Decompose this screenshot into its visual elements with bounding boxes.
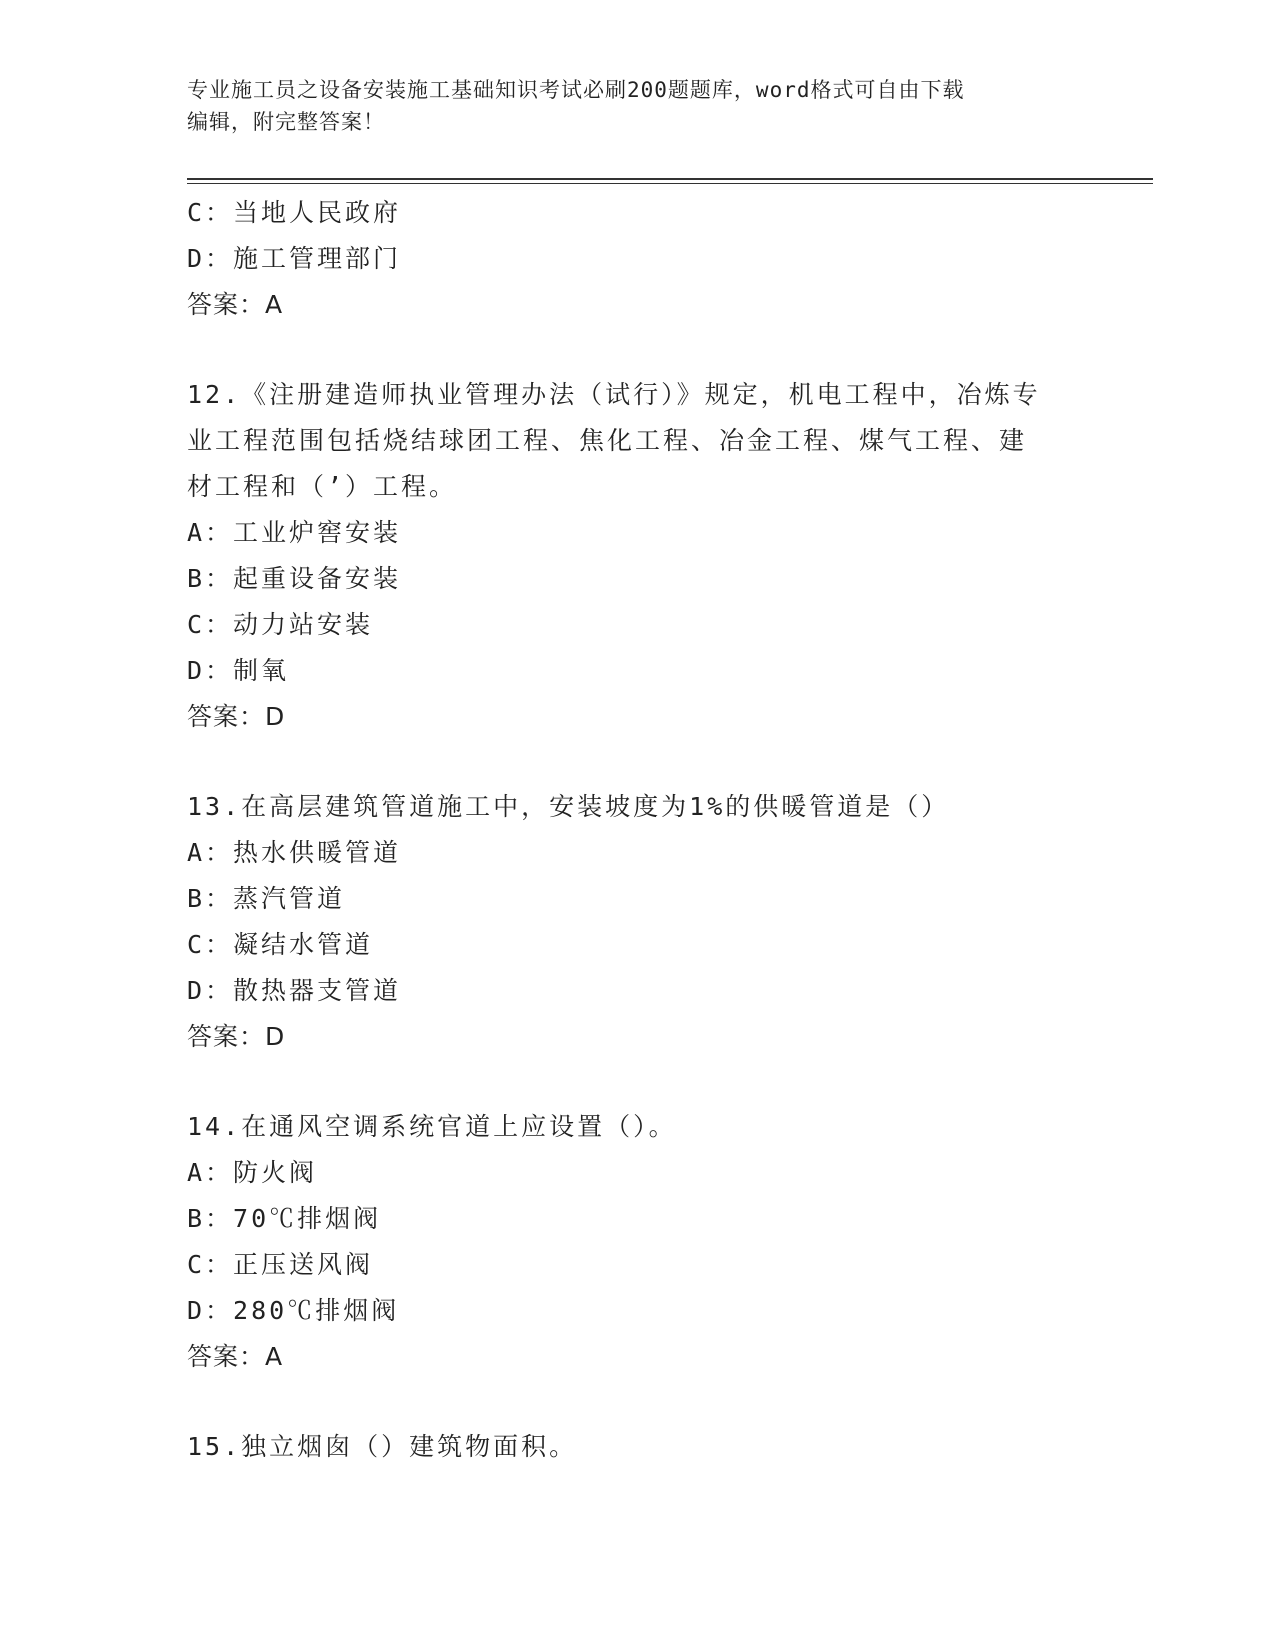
header-title-line1: 专业施工员之设备安装施工基础知识考试必刷200题题库，word格式可自由下载 xyxy=(187,78,965,102)
header-divider-thick xyxy=(187,178,1153,180)
option-a: A：防火阀 xyxy=(187,1158,318,1187)
answer-label: 答案：D xyxy=(187,1022,286,1051)
option-a: A：热水供暖管道 xyxy=(187,838,402,867)
option-d: D：施工管理部门 xyxy=(187,244,402,273)
question-text-line: 业工程范围包括烧结球团工程、焦化工程、冶金工程、煤气工程、建 xyxy=(187,426,1028,455)
header-divider-thin xyxy=(187,183,1153,184)
option-c: C：动力站安装 xyxy=(187,610,374,639)
option-a: A：工业炉窖安装 xyxy=(187,518,402,547)
question-text-line: 13.在高层建筑管道施工中，安装坡度为1%的供暖管道是（） xyxy=(187,792,950,821)
question-13 xyxy=(187,784,1087,1060)
option-b: B：起重设备安装 xyxy=(187,564,402,593)
answer-label: 答案：A xyxy=(187,1342,284,1371)
option-b: B：70℃排烟阀 xyxy=(187,1204,382,1233)
question-15 xyxy=(187,1424,1087,1470)
question-text-line: 12.《注册建造师执业管理办法（试行）》规定，机电工程中，冶炼专 xyxy=(187,380,1041,409)
answer-label: 答案：A xyxy=(187,290,284,319)
question-text-line: 15.独立烟囱（）建筑物面积。 xyxy=(187,1432,578,1461)
option-b: B：蒸汽管道 xyxy=(187,884,346,913)
question-12 xyxy=(187,372,1087,740)
question-text-line: 材工程和（’）工程。 xyxy=(187,472,458,501)
question-text-line: 14.在通风空调系统官道上应设置（）。 xyxy=(187,1112,677,1141)
option-d: D：280℃排烟阀 xyxy=(187,1296,400,1325)
option-c: C：当地人民政府 xyxy=(187,198,402,227)
option-d: D：制氧 xyxy=(187,656,290,685)
option-c: C：正压送风阀 xyxy=(187,1250,374,1279)
question-list xyxy=(187,190,1087,1470)
option-d: D：散热器支管道 xyxy=(187,976,402,1005)
question-14 xyxy=(187,1104,1087,1380)
question-11-continued xyxy=(187,190,1087,328)
document-header xyxy=(187,74,1067,138)
option-c: C：凝结水管道 xyxy=(187,930,374,959)
header-title-line2: 编辑，附完整答案！ xyxy=(187,110,385,134)
answer-label: 答案：D xyxy=(187,702,286,731)
